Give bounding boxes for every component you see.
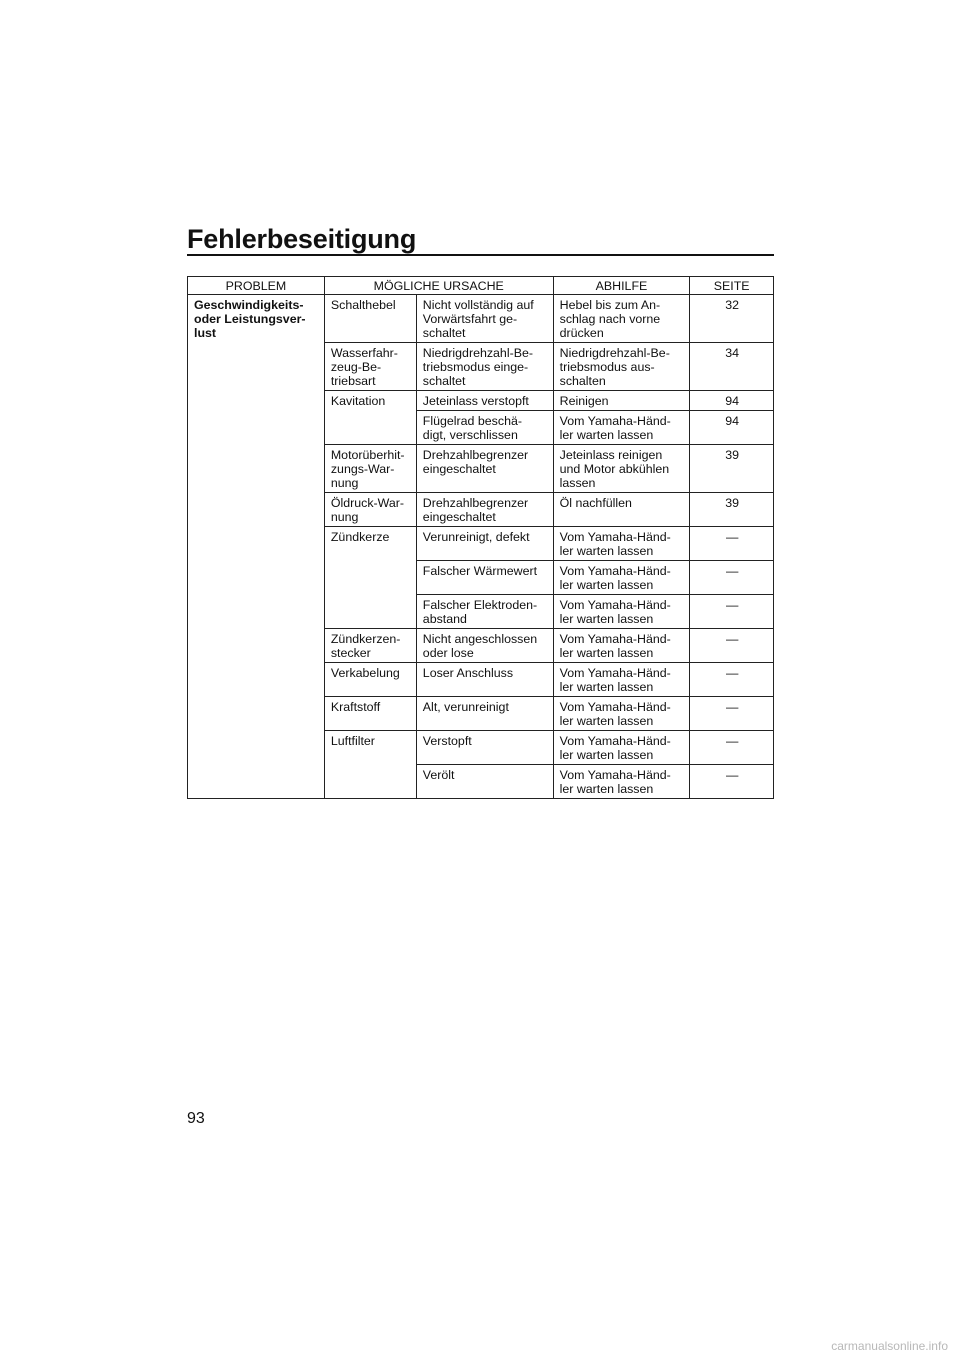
remedy-cell: Hebel bis zum An- schlag nach vorne drücken [553,295,690,343]
component-cell: Luftfilter [324,731,416,799]
page-ref-cell: — [690,663,774,697]
page-ref-cell: 34 [690,343,774,391]
remedy-cell: Vom Yamaha-Händ- ler warten lassen [553,595,690,629]
remedy-cell: Niedrigdrehzahl-Be- triebsmodus aus- schalten [553,343,690,391]
table-body [188,295,774,799]
header-page: SEITE [690,277,774,295]
page-ref-cell: — [690,697,774,731]
troubleshooting-table [187,276,774,799]
remedy-cell: Vom Yamaha-Händ- ler warten lassen [553,527,690,561]
cause-cell: Alt, verunreinigt [416,697,553,731]
cause-cell: Drehzahlbegrenzer eingeschaltet [416,493,553,527]
title-rule [187,254,774,256]
remedy-cell: Vom Yamaha-Händ- ler warten lassen [553,561,690,595]
table-header-row [188,277,774,295]
page-ref-cell: 39 [690,445,774,493]
page-ref-cell: — [690,629,774,663]
cause-cell: Verunreinigt, defekt [416,527,553,561]
cause-cell: Falscher Wärmewert [416,561,553,595]
page-ref-cell: 94 [690,411,774,445]
cause-cell: Loser Anschluss [416,663,553,697]
component-cell: Zündkerze [324,527,416,629]
header-problem: PROBLEM [188,277,325,295]
page-ref-cell: 39 [690,493,774,527]
page-number: 93 [187,1110,205,1127]
page-ref-cell: — [690,595,774,629]
remedy-cell: Vom Yamaha-Händ- ler warten lassen [553,697,690,731]
cause-cell: Falscher Elektroden- abstand [416,595,553,629]
page-ref-cell: — [690,765,774,799]
page-ref-cell: — [690,527,774,561]
cause-cell: Verstopft [416,731,553,765]
cause-cell: Nicht angeschlossen oder lose [416,629,553,663]
cause-cell: Niedrigdrehzahl-Be- triebsmodus einge- schaltet [416,343,553,391]
remedy-cell: Jeteinlass reinigen und Motor abkühlen lassen [553,445,690,493]
component-cell: Wasserfahr- zeug-Be- triebsart [324,343,416,391]
component-cell: Öldruck-War- nung [324,493,416,527]
cause-cell: Verölt [416,765,553,799]
remedy-cell: Öl nachfüllen [553,493,690,527]
cause-cell: Jeteinlass verstopft [416,391,553,411]
remedy-cell: Reinigen [553,391,690,411]
cause-cell: Flügelrad beschä- digt, verschlissen [416,411,553,445]
component-cell: Zündkerzen- stecker [324,629,416,663]
cause-cell: Drehzahlbegrenzer eingeschaltet [416,445,553,493]
cause-cell: Nicht vollständig auf Vorwärtsfahrt ge- schaltet [416,295,553,343]
header-remedy: ABHILFE [553,277,690,295]
component-cell: Motorüberhit- zungs-War- nung [324,445,416,493]
remedy-cell: Vom Yamaha-Händ- ler warten lassen [553,629,690,663]
remedy-cell: Vom Yamaha-Händ- ler warten lassen [553,731,690,765]
component-cell: Schalthebel [324,295,416,343]
problem-cell: Geschwindigkeits- oder Leistungsver- lust [188,295,325,799]
header-cause: MÖGLICHE URSACHE [324,277,553,295]
page-ref-cell: — [690,731,774,765]
remedy-cell: Vom Yamaha-Händ- ler warten lassen [553,663,690,697]
page-ref-cell: — [690,561,774,595]
component-cell: Kraftstoff [324,697,416,731]
component-cell: Kavitation [324,391,416,445]
component-cell: Verkabelung [324,663,416,697]
page-ref-cell: 94 [690,391,774,411]
page-ref-cell: 32 [690,295,774,343]
watermark: carmanualsonline.info [831,1339,948,1353]
remedy-cell: Vom Yamaha-Händ- ler warten lassen [553,411,690,445]
table-row [188,295,774,343]
page-title: Fehlerbeseitigung [187,224,417,254]
remedy-cell: Vom Yamaha-Händ- ler warten lassen [553,765,690,799]
